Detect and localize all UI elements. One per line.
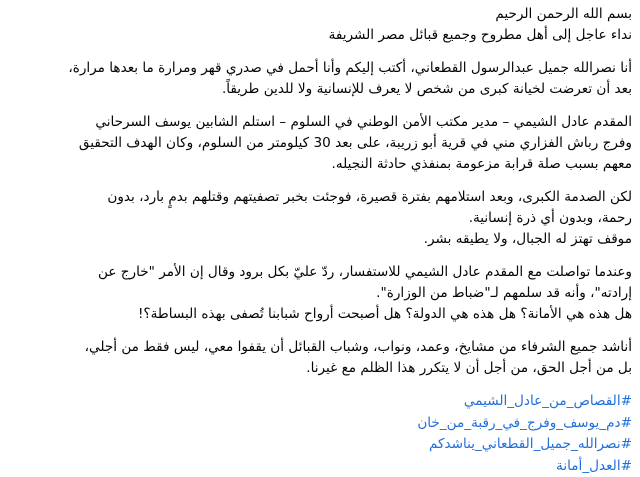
paragraph-line: إرادته"، وأنه قد سلمهم لـ"ضباط من الوزارة".	[7, 283, 632, 304]
paragraph-line: هل هذه هي الأمانة؟ هل هذه هي الدولة؟ هل أصبحت أرواح شبابنا تُصفى بهذه البساطة؟!	[7, 304, 632, 325]
shock-paragraph	[7, 187, 632, 250]
intro-paragraph	[7, 58, 632, 100]
paragraph-line: موقف تهتز له الجبال، ولا يطيقه بشر.	[7, 229, 632, 250]
paragraph-line: أنا نصرالله جميل عبدالرسول القطعاني، أكتب إليكم وأنا أحمل في صدري قهر ومرارة ما بعدها مرارة،	[7, 58, 632, 79]
appeal-title: نداء عاجل إلى أهل مطروح وجميع قبائل مصر الشريفة	[7, 25, 632, 46]
paragraph-line: لكن الصدمة الكبرى، وبعد استلامهم بفترة قصيرة، فوجئت بخبر تصفيتهم وقتلهم بدمٍ بارد، بدون	[7, 187, 632, 208]
greeting-line	[7, 4, 632, 46]
incident-paragraph	[7, 112, 632, 175]
paragraph-line: رحمة، وبدون أي ذرة إنسانية.	[7, 208, 632, 229]
paragraph-line: معهم بسبب صلة قرابة مزعومة بمنفذي حادثة النجيله.	[7, 154, 632, 175]
paragraph-line: وعندما تواصلت مع المقدم عادل الشيمي للاستفسار، ردّ عليّ بكل برود وقال إن الأمر "خارج عن	[7, 262, 632, 283]
paragraph-line: أناشد جميع الشرفاء من مشايخ، وعمد، ونواب، وشباب القبائل أن يقفوا معي، ليس فقط من أجلي،	[7, 337, 632, 358]
paragraph-line: بل من أجل الحق، من أجل أن لا يتكرر هذا الظلم مع غيرنا.	[7, 358, 632, 379]
appeal-paragraph	[7, 337, 632, 379]
paragraph-line: بعد أن تعرضت لخيانة كبرى من شخص لا يعرف للإنسانية ولا للدين طريقاً.	[7, 79, 632, 100]
hashtag-list	[7, 391, 632, 477]
paragraph-line: وفرج رباش الفزاري مني في قرية أبو زريبة، على بعد 30 كيلومتر من السلوم، وكان الهدف التحقيق	[7, 133, 632, 154]
paragraph-line: المقدم عادل الشيمي – مدير مكتب الأمن الوطني في السلوم – استلم الشابين يوسف السرحاني	[7, 112, 632, 133]
greeting-text: بسم الله الرحمن الرحيم	[7, 4, 632, 25]
contact-paragraph	[7, 262, 632, 325]
hashtag-link[interactable]: #القصاص_من_عادل_الشيمي	[7, 391, 632, 413]
hashtag-link[interactable]: #نصرالله_جميل_القطعاني_يناشدكم	[7, 434, 632, 456]
hashtag-link[interactable]: #دم_يوسف_وفرج_في_رقبة_من_خان	[7, 413, 632, 435]
hashtag-link[interactable]: #العدل_أمانة	[7, 456, 632, 477]
post-body	[7, 4, 632, 477]
